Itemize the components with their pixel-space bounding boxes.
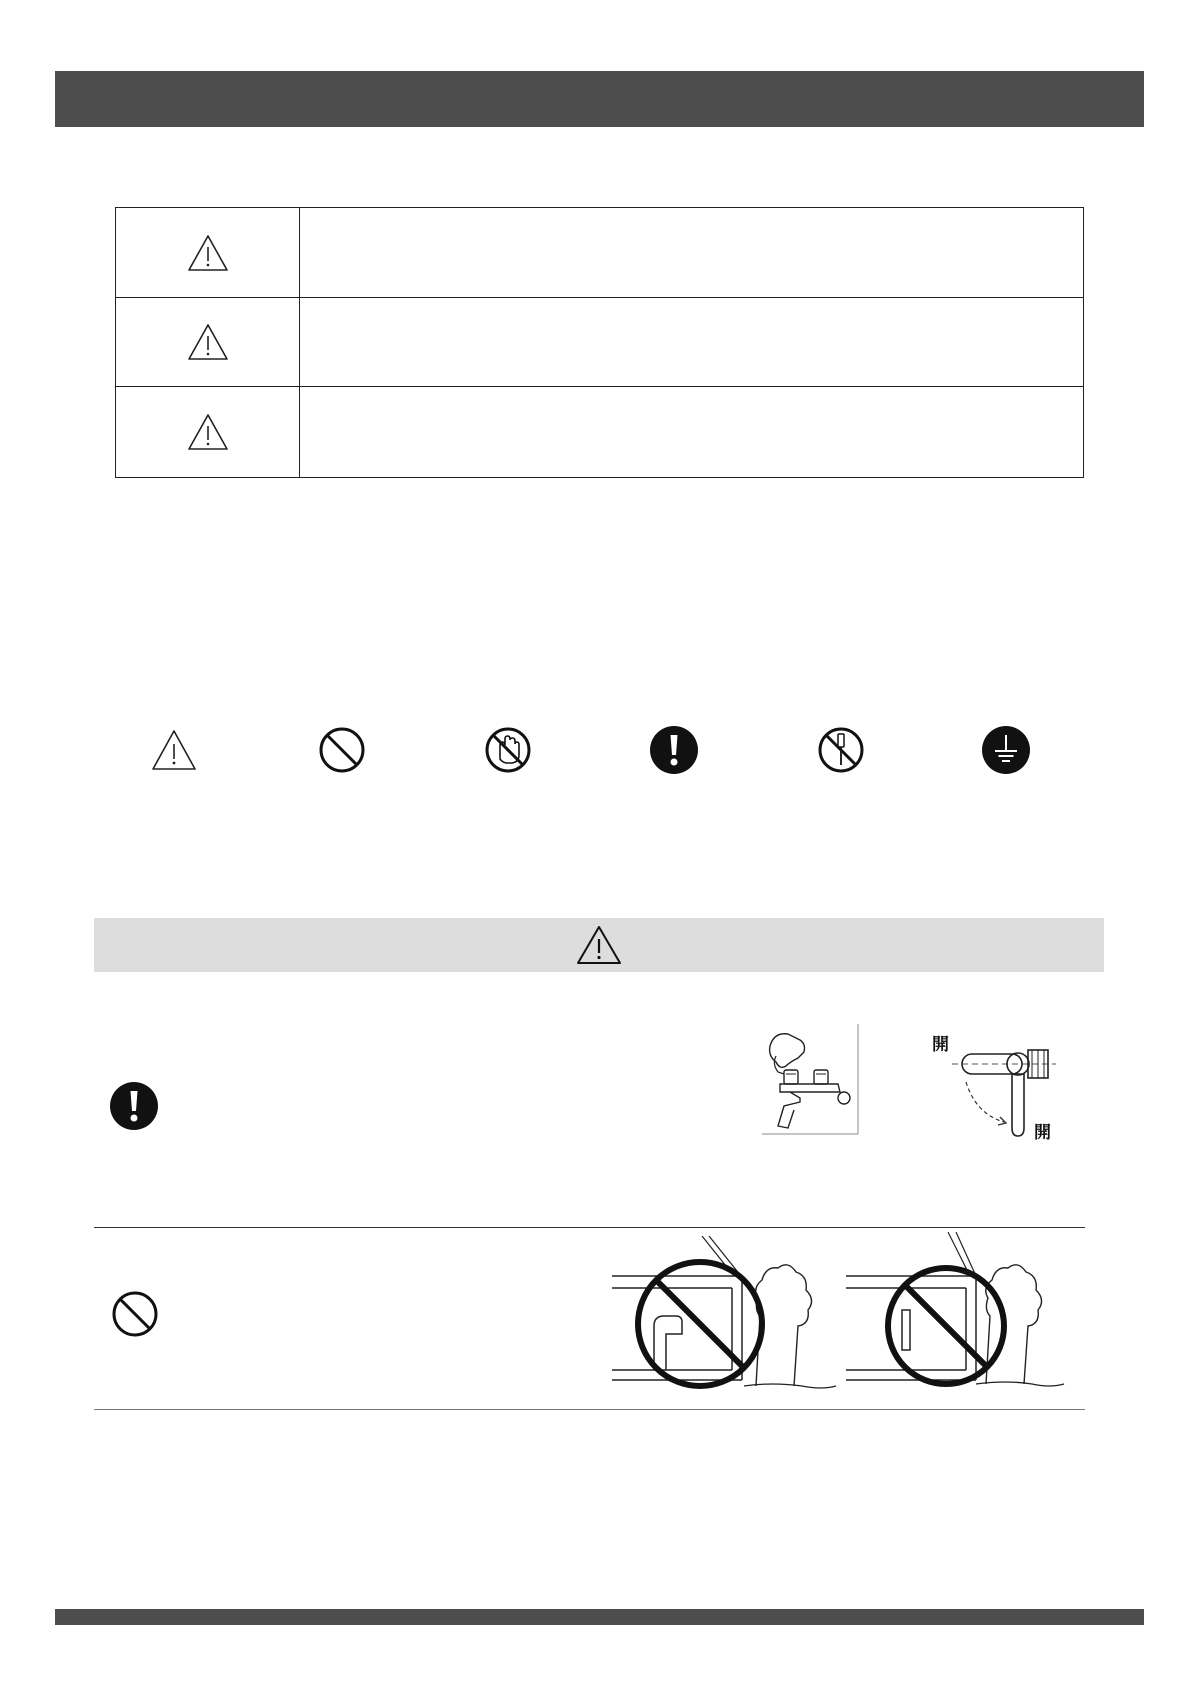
warning-triangle-icon [186, 233, 230, 273]
symbol-caution [144, 720, 204, 780]
legend-row [116, 298, 1083, 387]
valve-open-label: 開 [932, 1035, 949, 1055]
section-divider [94, 1227, 1085, 1228]
symbol-ground [976, 720, 1036, 780]
legend-icon-cell [116, 387, 300, 477]
prohibited-outdoor-install-illustration-2 [846, 1232, 1066, 1390]
faucet-illustration [760, 1022, 862, 1138]
prohibited-icon [317, 725, 367, 775]
legend-icon-cell [116, 208, 300, 297]
legend-text-cell [306, 387, 1073, 477]
header-bar [55, 71, 1144, 127]
mandatory-icon [108, 1080, 160, 1132]
legend-icon-cell [116, 298, 300, 386]
prohibited-icon [110, 1289, 160, 1339]
footer-bar [55, 1609, 1144, 1625]
symbol-mandatory [644, 720, 704, 780]
valve-open-label: 開 [1034, 1123, 1051, 1143]
symbol-do-not-disassemble [811, 720, 871, 780]
section-divider [94, 1409, 1085, 1410]
symbol-do-not-touch [478, 720, 538, 780]
legend-text-cell [306, 298, 1073, 386]
mandatory-icon [648, 724, 700, 776]
caution-triangle-icon [150, 728, 198, 772]
section-1-mandatory-icon-wrap [108, 1080, 160, 1132]
symbol-row [0, 720, 1191, 780]
warning-banner [94, 918, 1104, 972]
section-2-prohibited-icon-wrap [110, 1289, 160, 1339]
do-not-touch-icon [483, 725, 533, 775]
legend-text-cell [306, 208, 1073, 297]
do-not-disassemble-icon [816, 725, 866, 775]
legend-row [116, 208, 1083, 298]
warning-triangle-icon [186, 412, 230, 452]
symbol-prohibited [312, 720, 372, 780]
ground-icon [980, 724, 1032, 776]
legend-row [116, 387, 1083, 477]
prohibited-outdoor-install-illustration-1 [612, 1236, 838, 1392]
legend-table [115, 207, 1084, 478]
warning-triangle-icon [186, 322, 230, 362]
warning-triangle-icon [575, 924, 623, 966]
